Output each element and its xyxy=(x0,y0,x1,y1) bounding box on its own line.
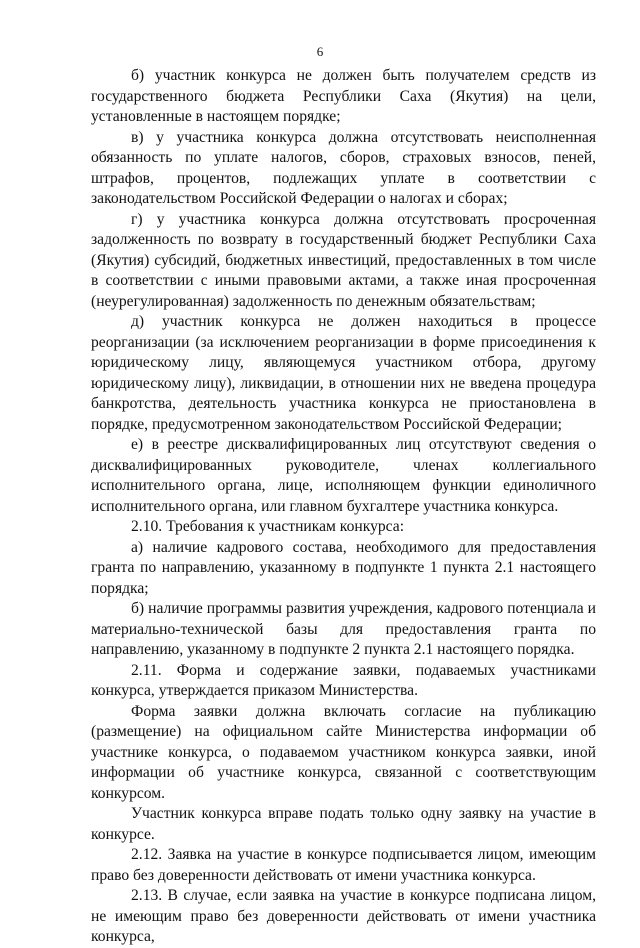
paragraph-e-disqualified-persons: е) в реестре дисквалифицированных лиц отсутствуют сведения о дисквалифицированных руководителе, членах коллегиального исполнительного органа, лице, исполняющем функции единоличного исполнительного органа, или главном бухгалтере участника конкурса. xyxy=(91,436,596,515)
paragraph-a-staff: а) наличие кадрового состава, необходимого для предоставления гранта по направлению, указанному в подпункте 1 пункта 2.1 настоящего порядка; xyxy=(91,538,596,597)
paragraph-g-overdue-debt: г) у участника конкурса должна отсутствовать просроченная задолженность по возврату в государственный бюджет Республики Саха (Якутия) субсидий, бюджетных инвестиций, предоставленных в том числе в соответствии с иными правовыми актами, а также иная просроченная (неурегулированная) задолженность по денежным обязательствам; xyxy=(91,210,596,310)
document-body xyxy=(91,66,596,948)
paragraph-2-12-signature: 2.12. Заявка на участие в конкурсе подписывается лицом, имеющим право без доверенности действовать от имени участника конкурса. xyxy=(91,846,596,884)
page-number: 6 xyxy=(316,44,324,59)
paragraph-d-reorganization: д) участник конкурса не должен находиться в процессе реорганизации (за исключением реорганизации в форме присоединения к юридическому лицу, являющемуся участником отбора, другому юридическому лицу), ликвидации, в отношении них не введена процедура банкротства, деятельность участника конкурса не приостановлена в порядке, предусмотренном законодательством Российской Федерации; xyxy=(91,313,596,433)
paragraph-2-13-unauthorized-signature: 2.13. В случае, если заявка на участие в конкурсе подписана лицом, не имеющим право без доверенности действовать от имени участника конкурса, xyxy=(91,887,596,945)
paragraph-v-tax-obligations: в) у участника конкурса должна отсутствовать неисполненная обязанность по уплате налогов, сборов, страховых взносов, пеней, штрафов, процентов, подлежащих уплате в соответствии с законодательством Российской Федерации о налогах и сборах; xyxy=(91,128,596,207)
paragraph-b-not-recipient: б) участник конкурса не должен быть получателем средств из государственного бюджета Республики Саха (Якутия) на цели, установленные в настоящем порядке; xyxy=(91,67,596,125)
paragraph-2-10-requirements: 2.10. Требования к участникам конкурса: xyxy=(131,518,405,535)
paragraph-2-11-application-form: 2.11. Форма и содержание заявки, подаваемых участниками конкурса, утверждается приказом Министерства. xyxy=(91,661,596,699)
paragraph-b-development-program: б) наличие программы развития учреждения, кадрового потенциала и материально-технической базы для предоставления гранта по направлению, указанному в подпункте 2 пункта 2.1 настоящего порядка. xyxy=(91,600,596,658)
paragraph-publication-consent: Форма заявки должна включать согласие на публикацию (размещение) на официальном сайте Министерства информации об участнике конкурса, о подаваемом участником конкурса заявки, иной информации об участнике конкурса, связанной с соответствующим конкурсом. xyxy=(91,702,596,802)
paragraph-single-application: Участник конкурса вправе подать только одну заявку на участие в конкурсе. xyxy=(91,805,596,843)
